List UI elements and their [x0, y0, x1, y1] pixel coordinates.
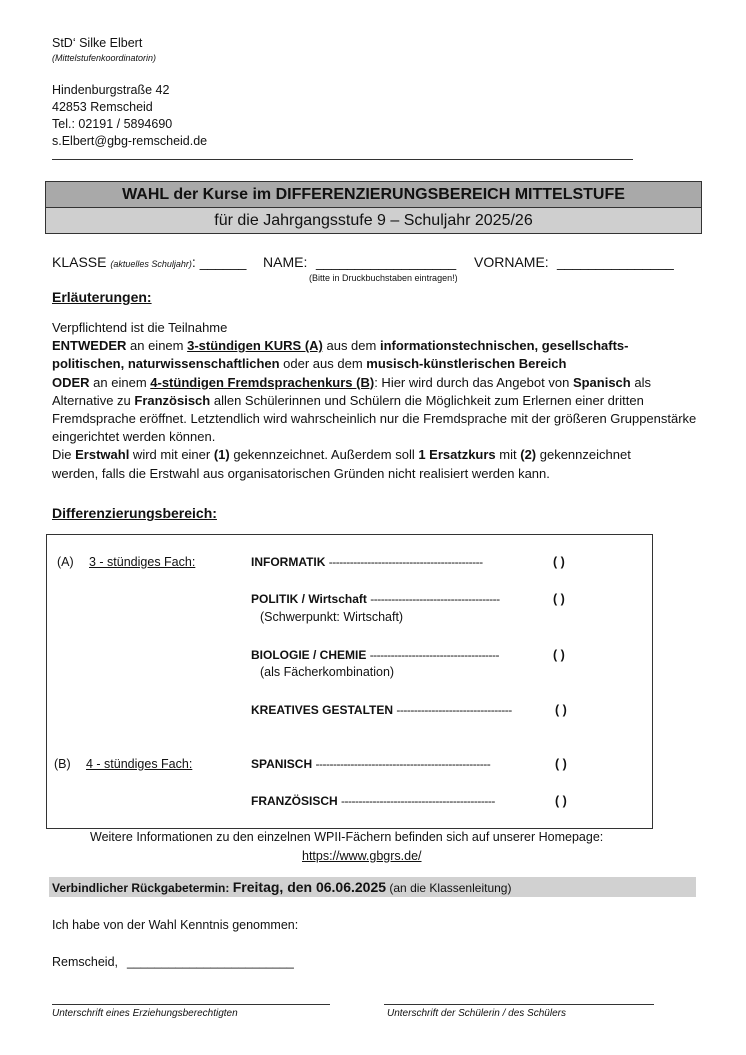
- place-label: Remscheid,: [52, 955, 118, 969]
- section-heading: Differenzierungsbereich:: [52, 505, 217, 521]
- group-b-label: (B): [54, 757, 71, 771]
- subject-biologie-chemie: [251, 648, 499, 662]
- subject-name: BIOLOGIE / CHEMIE: [251, 648, 367, 662]
- print-hint: (Bitte in Druckbuchstaben eintragen!): [309, 273, 458, 283]
- subject-name: INFORMATIK: [251, 555, 326, 569]
- subject-name: SPANISCH: [251, 757, 313, 771]
- p4-text-5: gekennzeichnet werden, falls die Erstwahl aus organisatorischen Gründen nicht realisiert werden kann.: [52, 447, 631, 481]
- klasse-field[interactable]: ______: [199, 254, 247, 270]
- parent-signature-label: Unterschrift eines Erziehungsberechtigten: [52, 1008, 238, 1019]
- explanations-p1: Verpflichtend ist die Teilnahme: [52, 320, 228, 335]
- choice-box-spanisch[interactable]: ( ): [555, 757, 567, 771]
- subject-dashes: -------------------------------------: [370, 592, 500, 606]
- subject-name: FRANZÖSISCH: [251, 794, 338, 808]
- title-line-2: für die Jahrgangsstufe 9 – Schuljahr 2025/26: [46, 208, 701, 233]
- subject-dashes: ---------------------------------: [396, 703, 512, 717]
- subject-name: POLITIK / Wirtschaft: [251, 592, 367, 606]
- p3-spanisch: Spanisch: [572, 374, 631, 390]
- p4-text-4: mit: [495, 447, 521, 463]
- p4-one: (1): [213, 447, 230, 463]
- subject-kreatives-gestalten: [251, 703, 512, 717]
- p3-text-2: : Hier wird durch das Angebot von: [374, 374, 573, 390]
- subject-name: KREATIVES GESTALTEN: [251, 703, 394, 717]
- p2-text-1: an einem: [126, 338, 188, 354]
- title-box: [45, 181, 702, 234]
- p3-franzoesisch: Französisch: [134, 392, 211, 408]
- explanations-p3: [52, 374, 697, 447]
- header-divider: [52, 159, 633, 160]
- explanations-text: [52, 319, 702, 483]
- choice-box-politik[interactable]: ( ): [553, 592, 565, 606]
- title-line-1: WAHL der Kurse im DIFFERENZIERUNGSBEREICH MITTELSTUFE: [46, 182, 701, 208]
- deadline-note: (an die Klassenleitung): [389, 881, 512, 895]
- p4-text-3: gekennzeichnet. Außerdem soll: [229, 447, 419, 463]
- choice-box-informatik[interactable]: ( ): [553, 555, 565, 569]
- p2-text-2: aus dem: [322, 338, 380, 354]
- p3-text-4: allen Schülerinnen und Schülern die Möglichkeit zum Erlernen einer dritten Fremdsprache eröffnet. Letztendlich wird wahrscheinlich nur die Fremdsprache mit der größeren Gruppenstärke eingerichtet werden können.: [52, 392, 697, 445]
- date-field[interactable]: ________________________: [127, 955, 294, 969]
- p4-ersatzkurs: 1 Ersatzkurs: [418, 447, 496, 463]
- p2-entweder: ENTWEDER: [52, 338, 127, 354]
- student-signature-line[interactable]: [384, 1004, 654, 1005]
- explanations-p2: [52, 337, 637, 373]
- subject-note-biologie-chemie: (als Fächerkombination): [260, 665, 395, 679]
- sender-role: (Mittelstufenkoordinatorin): [52, 53, 157, 63]
- vorname-label: VORNAME:: [474, 254, 549, 270]
- sender-city: 42853 Remscheid: [52, 100, 153, 114]
- parent-signature-line[interactable]: [52, 1004, 330, 1005]
- name-label: NAME:: [263, 254, 308, 270]
- klasse-label: KLASSE: [52, 254, 107, 270]
- student-signature-label: Unterschrift der Schülerin / des Schülers: [387, 1008, 566, 1019]
- sender-email: s.Elbert@gbg-remscheid.de: [52, 134, 208, 148]
- deadline-label: Verbindlicher Rückgabetermin:: [52, 881, 230, 895]
- selection-box: [46, 534, 653, 829]
- deadline-date: Freitag, den 06.06.2025: [232, 879, 387, 895]
- subject-dashes: --------------------------------------------: [341, 794, 495, 808]
- explanations-p4: [52, 446, 667, 482]
- name-field[interactable]: __________________: [316, 254, 457, 270]
- klasse-hint: (aktuelles Schuljahr): [110, 259, 192, 269]
- p2-kurs-a: 3-stündigen KURS (A): [187, 338, 323, 354]
- p3-text-3: als Alternative zu: [52, 374, 651, 408]
- info-text: Weitere Informationen zu den einzelnen WPII-Fächern befinden sich auf unserer Homepage:: [90, 830, 604, 844]
- form-row: [52, 254, 246, 270]
- deadline-row: [52, 879, 511, 895]
- group-a-title: 3 - stündiges Fach:: [89, 555, 196, 569]
- choice-box-biologie-chemie[interactable]: ( ): [553, 648, 565, 662]
- p2-text-3: oder aus dem: [279, 356, 367, 372]
- acknowledge-text: Ich habe von der Wahl Kenntnis genommen:: [52, 918, 299, 932]
- subject-dashes: --------------------------------------------: [328, 555, 483, 569]
- p4-text-2: wird mit einer: [129, 447, 214, 463]
- choice-box-kreatives-gestalten[interactable]: ( ): [555, 703, 567, 717]
- subject-spanisch: [251, 757, 490, 771]
- subject-dashes: -------------------------------------: [369, 648, 500, 662]
- sender-name: StD‘ Silke Elbert: [52, 36, 143, 50]
- klasse-colon: :: [191, 254, 196, 270]
- p3-kurs-b: 4-stündigen Fremdsprachenkurs (B): [150, 374, 375, 390]
- subject-franzoesisch: [251, 794, 495, 808]
- subject-informatik: [251, 555, 483, 569]
- p3-text-1: an einem: [89, 374, 151, 390]
- subject-dashes: --------------------------------------------------: [315, 757, 491, 771]
- p4-two: (2): [520, 447, 537, 463]
- choice-box-franzoesisch[interactable]: ( ): [555, 794, 567, 808]
- p4-erstwahl: Erstwahl: [75, 447, 130, 463]
- group-b-title: 4 - stündiges Fach:: [86, 757, 193, 771]
- p3-oder: ODER: [52, 374, 90, 390]
- p2-musisch: musisch-künstlerischen Bereich: [366, 356, 567, 372]
- subject-note-politik: (Schwerpunkt: Wirtschaft): [260, 610, 404, 624]
- group-a-label: (A): [57, 555, 74, 569]
- sender-phone: Tel.: 02191 / 5894690: [52, 117, 173, 131]
- homepage-link[interactable]: https://www.gbgrs.de/: [302, 849, 422, 863]
- p4-text-1: Die: [52, 447, 76, 463]
- sender-street: Hindenburgstraße 42: [52, 83, 170, 97]
- explanations-heading: Erläuterungen:: [52, 289, 152, 305]
- vorname-field[interactable]: _______________: [557, 254, 674, 270]
- p2-areas: informationstechnischen, gesellschafts-politischen, naturwissenschaftlichen: [52, 338, 629, 372]
- subject-politik: [251, 592, 500, 606]
